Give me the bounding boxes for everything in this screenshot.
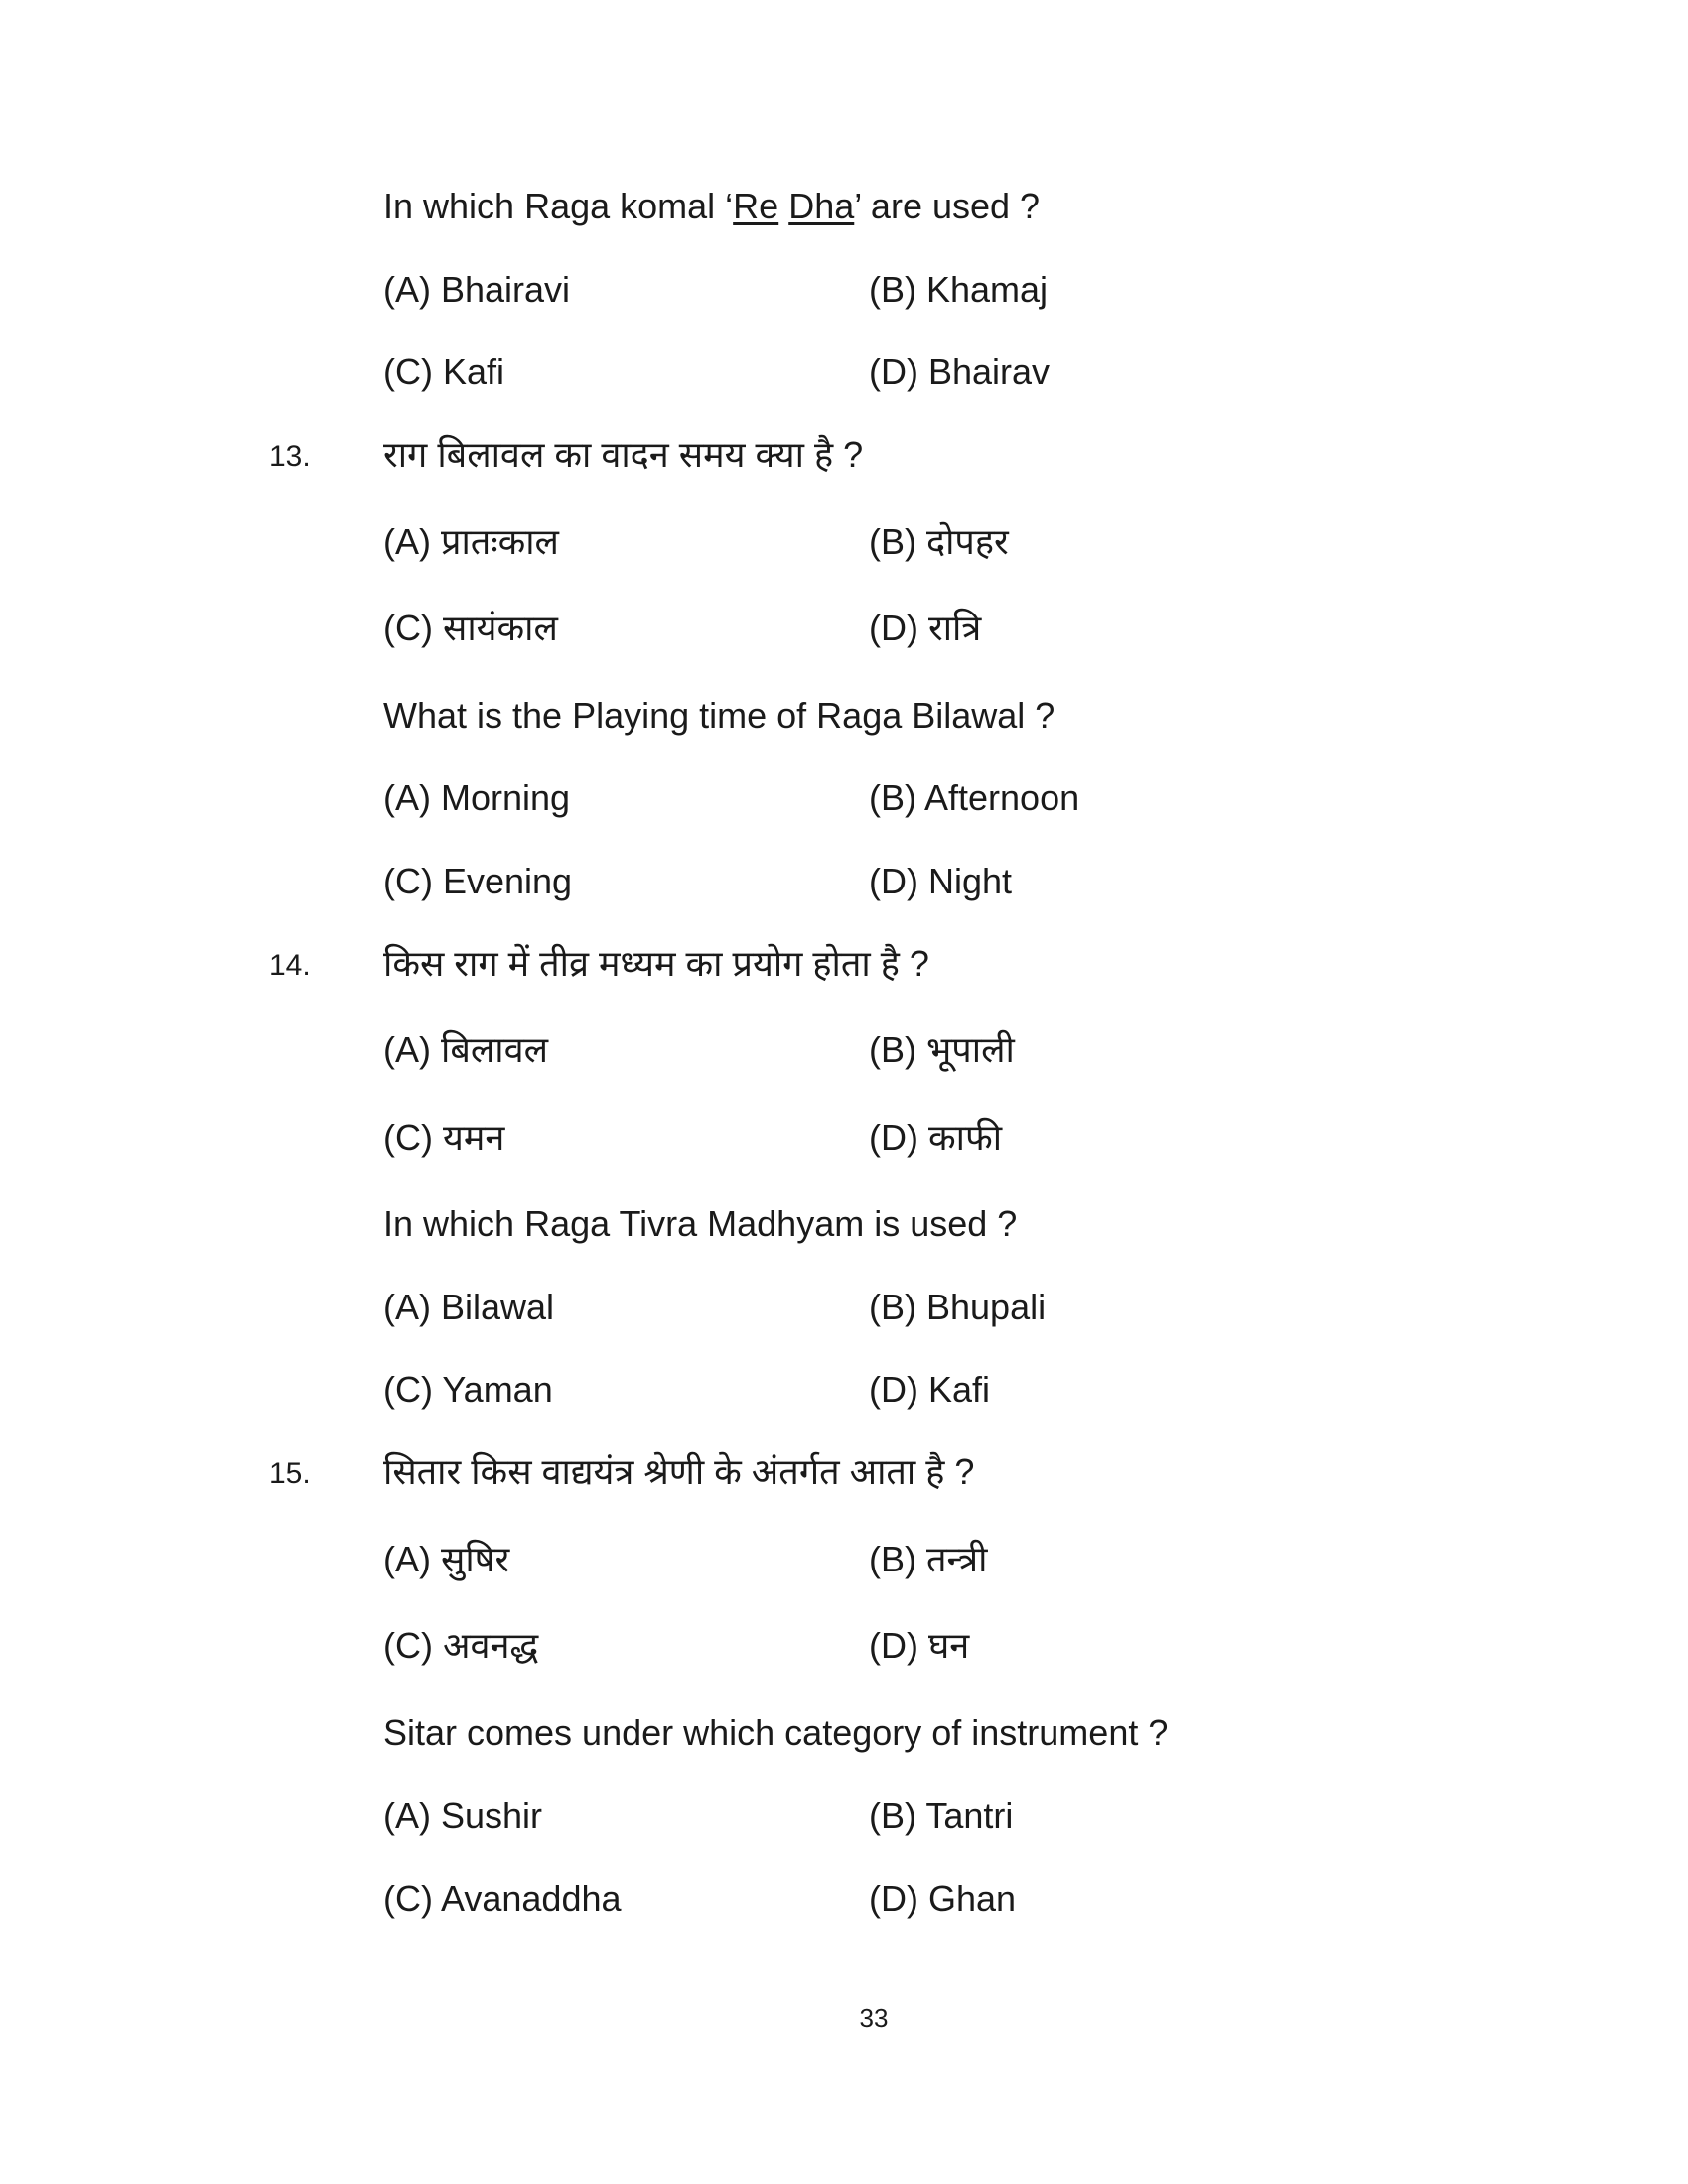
question-number: 14. [269, 949, 311, 982]
question-12-english [383, 185, 1040, 228]
option-a: (A) Sushir [383, 1795, 543, 1836]
question-13-english: What is the Playing time of Raga Bilawal ? [383, 695, 1055, 736]
option-b: (B) Bhupali [869, 1287, 1047, 1327]
question-15-english: Sitar comes under which category of instrument ? [383, 1712, 1169, 1753]
option-c: (C) अवनद्ध [383, 1625, 539, 1666]
option-d: (D) Night [869, 861, 1013, 901]
option-a: (A) सुषिर [383, 1539, 510, 1579]
option-b: (B) Afternoon [869, 777, 1080, 818]
option-a: (A) प्रातःकाल [383, 521, 559, 562]
question-14-hindi: किस राग में तीव्र मध्यम का प्रयोग होता है ? [383, 943, 929, 984]
question-15-hindi: सितार किस वाद्ययंत्र श्रेणी के अंतर्गत आता है ? [383, 1451, 975, 1492]
page-number: 33 [859, 2003, 889, 2033]
option-d: (D) Kafi [869, 1369, 991, 1410]
option-b: (B) दोपहर [869, 521, 1009, 562]
option-b: (B) भूपाली [869, 1029, 1015, 1070]
option-d: (D) रात्रि [869, 608, 982, 648]
option-a: (A) Bhairavi [383, 269, 571, 310]
option-c: (C) सायंकाल [383, 608, 558, 648]
question-text: In which Raga komal ‘ [383, 186, 734, 226]
space [778, 186, 788, 226]
underlined-dha: Dha [788, 186, 855, 226]
question-number: 15. [269, 1457, 311, 1490]
option-d: (D) काफी [869, 1117, 1003, 1158]
option-d: (D) घन [869, 1625, 970, 1666]
option-b: (B) Khamaj [869, 269, 1049, 310]
question-14-english: In which Raga Tivra Madhyam is used ? [383, 1203, 1018, 1244]
option-d: (D) Bhairav [869, 351, 1051, 392]
option-a: (A) Morning [383, 777, 571, 818]
option-b: (B) Tantri [869, 1795, 1014, 1836]
option-c: (C) यमन [383, 1117, 505, 1158]
option-c: (C) Avanaddha [383, 1878, 622, 1919]
option-d: (D) Ghan [869, 1878, 1017, 1919]
option-b: (B) तन्त्री [869, 1539, 988, 1579]
underlined-re: Re [733, 186, 779, 226]
option-a: (A) बिलावल [383, 1029, 549, 1070]
question-number: 13. [269, 440, 311, 473]
option-c: (C) Kafi [383, 351, 505, 392]
option-c: (C) Evening [383, 861, 573, 901]
question-13-hindi: राग बिलावल का वादन समय क्या है ? [383, 434, 864, 475]
option-a: (A) Bilawal [383, 1287, 555, 1327]
question-text: ’ are used ? [854, 186, 1041, 226]
option-c: (C) Yaman [383, 1369, 553, 1410]
